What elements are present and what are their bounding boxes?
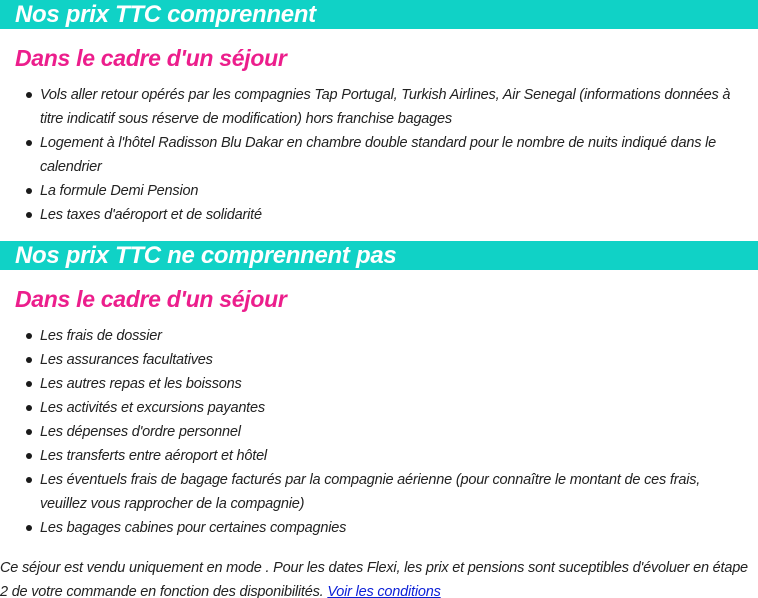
- included-heading-band: [0, 0, 758, 29]
- included-subheading: Dans le cadre d'un séjour: [15, 45, 287, 71]
- list-item: Les frais de dossier: [40, 324, 750, 348]
- conditions-link[interactable]: Voir les conditions: [327, 584, 441, 598]
- list-item: Les éventuels frais de bagage facturés par la compagnie aérienne (pour connaître le montant de ces frais, veuillez vous rapprocher de la compagnie): [40, 468, 750, 516]
- list-item: Les autres repas et les boissons: [40, 372, 750, 396]
- included-heading: Nos prix TTC comprennent: [15, 1, 316, 28]
- included-list: [0, 83, 758, 227]
- excluded-heading-band: [0, 241, 758, 270]
- list-item: Les taxes d'aéroport et de solidarité: [40, 203, 750, 227]
- list-item: Logement à l'hôtel Radisson Blu Dakar en chambre double standard pour le nombre de nuits indiqué dans le calendrier: [40, 131, 750, 179]
- conditions-text: Ce séjour est vendu uniquement en mode . Pour les dates Flexi, les prix et pensions sont suceptibles d'évoluer en étape 2 de votre commande en fonction des disponibilités.: [0, 560, 748, 598]
- conditions-note: [0, 556, 758, 598]
- excluded-subheading: Dans le cadre d'un séjour: [15, 286, 287, 312]
- list-item: La formule Demi Pension: [40, 179, 750, 203]
- list-item: Vols aller retour opérés par les compagnies Tap Portugal, Turkish Airlines, Air Senegal (informations données à titre indicatif sous réserve de modification) hors franchise bagages: [40, 83, 750, 131]
- list-item: Les assurances facultatives: [40, 348, 750, 372]
- list-item: Les dépenses d'ordre personnel: [40, 420, 750, 444]
- excluded-heading: Nos prix TTC ne comprennent pas: [15, 242, 397, 269]
- list-item: Les transferts entre aéroport et hôtel: [40, 444, 750, 468]
- excluded-list: [0, 324, 758, 540]
- list-item: Les bagages cabines pour certaines compagnies: [40, 516, 750, 540]
- list-item: Les activités et excursions payantes: [40, 396, 750, 420]
